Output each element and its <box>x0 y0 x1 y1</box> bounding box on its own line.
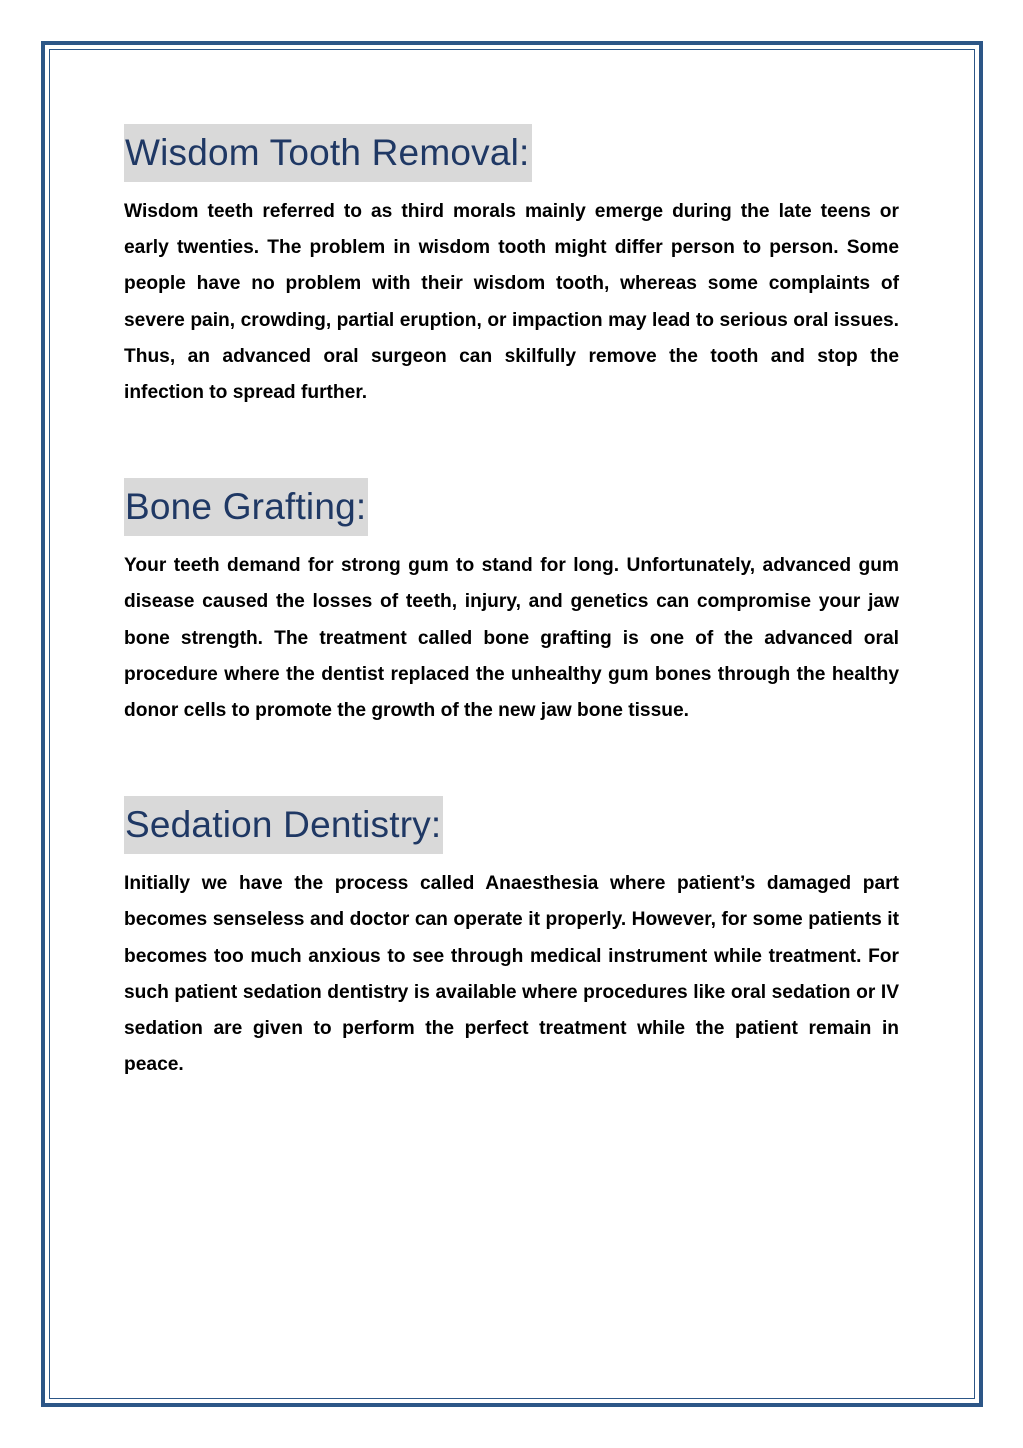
document-content <box>124 124 899 1083</box>
section-wisdom-tooth-removal <box>124 124 899 411</box>
section-paragraph: Initially we have the process called Anaesthesia where patient’s damaged part becomes senseless and doctor can operate it properly. However, for some patients it becomes too much anxious to see through medical instrument while treatment. For such patient sedation dentistry is available where procedures like oral sedation or IV sedation are given to perform the perfect treatment while the patient remain in peace. <box>124 873 899 1076</box>
section-sedation-dentistry <box>124 796 899 1083</box>
section-paragraph: Wisdom teeth referred to as third morals mainly emerge during the late teens or early twenties. The problem in wisdom tooth might differ person to person. Some people have no problem with their wisdom tooth, whereas some complaints of severe pain, crowding, partial eruption, or impaction may lead to serious oral issues. Thus, an advanced oral surgeon can skilfully remove the tooth and stop the infection to spread further. <box>124 201 899 404</box>
section-bone-grafting <box>124 478 899 729</box>
section-heading: Wisdom Tooth Removal: <box>124 124 532 182</box>
section-heading: Sedation Dentistry: <box>124 796 443 854</box>
section-paragraph: Your teeth demand for strong gum to stand for long. Unfortunately, advanced gum disease caused the losses of teeth, injury, and genetics can compromise your jaw bone strength. The treatment called bone grafting is one of the advanced oral procedure where the dentist replaced the unhealthy gum bones through the healthy donor cells to promote the growth of the new jaw bone tissue. <box>124 555 899 722</box>
section-heading: Bone Grafting: <box>124 478 368 536</box>
